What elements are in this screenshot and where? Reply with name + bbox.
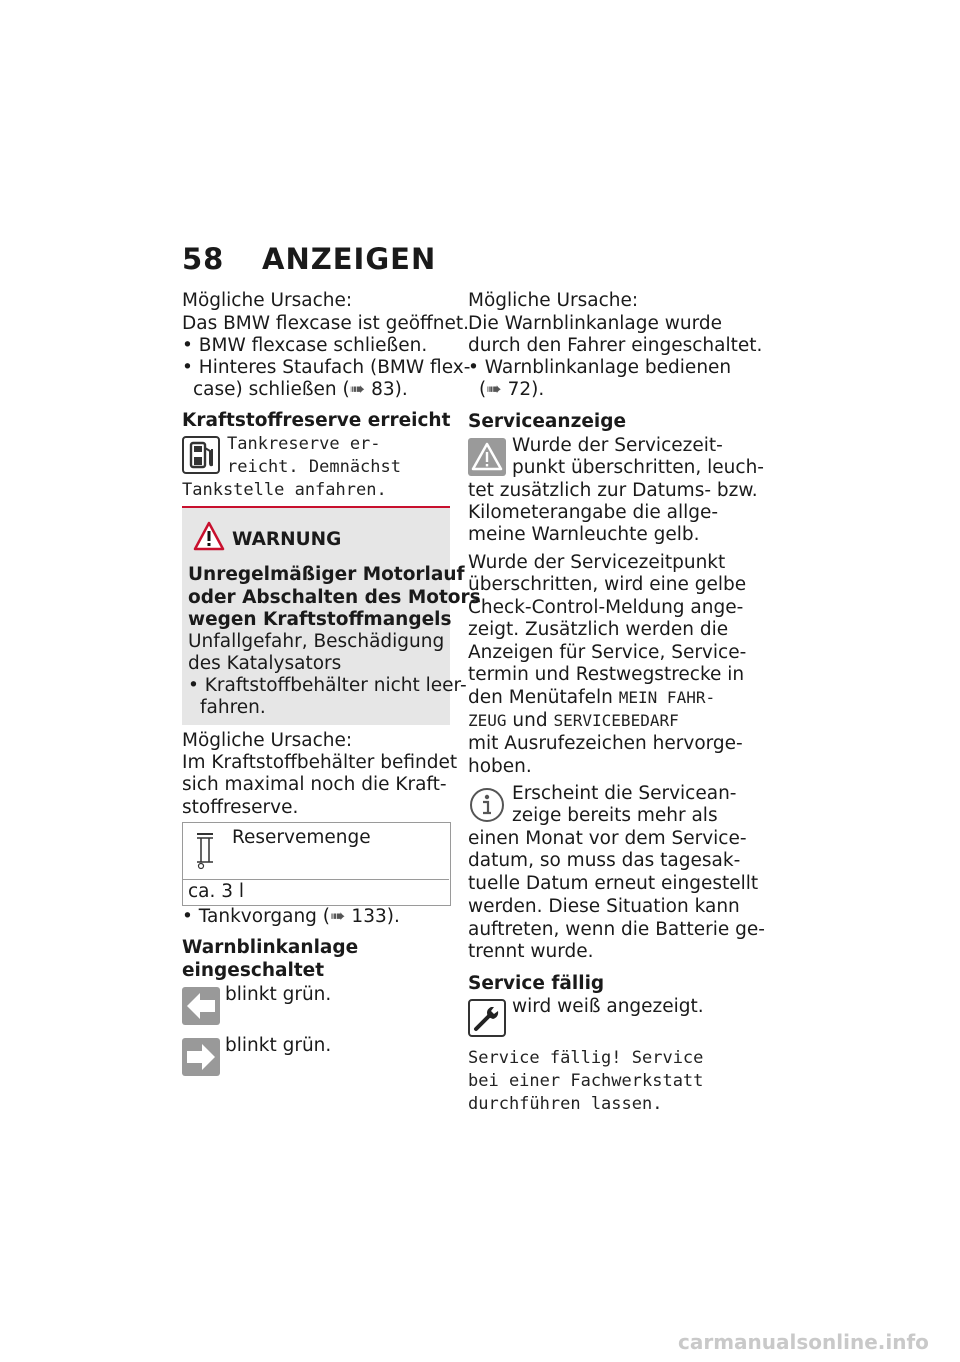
info-text: werden. Diese Situation kann [468, 896, 740, 917]
service-due-message: bei einer Fachwerkstatt [468, 1071, 704, 1091]
page-ref[interactable]: 83 [371, 379, 395, 400]
warning-text: Unfallgefahr, Beschädigung [188, 631, 445, 652]
cause-text: durch den Fahrer eingeschaltet. [468, 335, 763, 356]
info-icon [468, 786, 506, 824]
cause-label: Mögliche Ursache: [182, 730, 353, 751]
hazard-heading: Warnblinkanlage [182, 937, 359, 958]
info-text: Erscheint die Servicean- [512, 783, 737, 804]
service-text: Wurde der Servicezeit- [512, 435, 723, 456]
service-text: Wurde der Servicezeitpunkt [468, 552, 726, 573]
arrow-left-icon [182, 987, 220, 1025]
service-text: ZEUG und SERVICEBEDARF [468, 710, 679, 731]
service-text: hoben. [468, 756, 532, 777]
cause-label: Mögliche Ursache: [182, 290, 353, 311]
fuel-gauge-icon [193, 830, 217, 870]
hazard-heading: eingeschaltet [182, 960, 325, 981]
service-text: Anzeigen für Service, Service- [468, 642, 747, 663]
service-text: mit Ausrufezeichen hervorge- [468, 733, 743, 754]
service-text: meine Warnleuchte gelb. [468, 524, 700, 545]
list-item: (➠ 72). [479, 379, 545, 400]
warning-label: WARNUNG [232, 529, 342, 550]
cause-text: stoffreserve. [182, 797, 299, 818]
list-item: • Warnblinkanlage bedienen [468, 357, 732, 378]
wrench-icon [468, 999, 506, 1037]
cause-label: Mögliche Ursache: [468, 290, 639, 311]
cause-text: sich maximal noch die Kraft- [182, 774, 447, 795]
service-heading: Serviceanzeige [468, 411, 627, 432]
arrow-ref-icon: ➠ [330, 906, 346, 927]
list-item: • Hinteres Staufach (BMW flex- [182, 357, 471, 378]
info-text: tuelle Datum erneut eingestellt [468, 873, 759, 894]
page-ref[interactable]: 72 [507, 379, 532, 400]
fuel-pump-icon [182, 436, 220, 474]
table-header: Reservemenge [232, 827, 371, 848]
cause-text: Im Kraftstoffbehälter befindet [182, 752, 458, 773]
page-ref[interactable]: 133 [351, 906, 387, 927]
fuel-message: Tankstelle anfahren. [182, 480, 387, 500]
service-due-text: wird weiß angezeigt. [512, 996, 704, 1017]
service-due-message: durchführen lassen. [468, 1094, 663, 1114]
info-text: datum, so muss das tagesak- [468, 850, 741, 871]
list-item: • Tankvorgang (➠ 133). [182, 906, 400, 927]
service-text: punkt überschritten, leuch- [512, 457, 764, 478]
service-text: Check-Control-Meldung ange- [468, 597, 744, 618]
warning-triangle-icon [193, 521, 225, 551]
fuel-message: reicht. Demnächst [227, 457, 401, 477]
table-value: ca. 3 l [188, 881, 245, 902]
service-due-message: Service fällig! Service [468, 1048, 704, 1068]
info-text: zeige bereits mehr als [512, 805, 718, 826]
menu-name: SERVICEBEDARF [553, 711, 679, 730]
menu-name: MEIN FAHR- [618, 688, 716, 707]
menu-name: ZEUG [468, 711, 507, 730]
service-text: Kilometerangabe die allge- [468, 502, 719, 523]
arrow-ref-icon: ➠ [486, 379, 502, 400]
hazard-left-text: blinkt grün. [225, 984, 332, 1005]
warning-text: des Katalysators [188, 653, 342, 674]
list-item: • BMW flexcase schließen. [182, 335, 428, 356]
arrow-right-icon [182, 1038, 220, 1076]
fuel-heading: Kraftstoffreserve erreicht [182, 410, 451, 431]
service-due-heading: Service fällig [468, 973, 605, 994]
cause-text: Die Warnblinkanlage wurde [468, 313, 723, 334]
section-title: ANZEIGEN [262, 242, 437, 276]
info-text: trennt wurde. [468, 941, 594, 962]
service-text: tet zusätzlich zur Datums- bzw. [468, 480, 758, 501]
table-divider [183, 879, 449, 880]
info-text: auftreten, wenn die Batterie ge- [468, 919, 765, 940]
service-text: zeigt. Zusätzlich werden die [468, 619, 729, 640]
warning-title: wegen Kraftstoffmangels [188, 609, 452, 630]
warning-bullet: • Kraftstoffbehälter nicht leer- [188, 675, 467, 696]
page-number: 58 [182, 242, 225, 276]
service-text: überschritten, wird eine gelbe [468, 574, 747, 595]
service-text: termin und Restwegstrecke in [468, 664, 745, 685]
arrow-ref-icon: ➠ [349, 379, 366, 400]
list-item: case) schließen (➠ 83). [193, 379, 408, 400]
warning-title: Unregelmäßiger Motorlauf [188, 564, 465, 585]
warning-title: oder Abschalten des Motors [188, 587, 481, 608]
warning-light-icon [468, 438, 506, 476]
warning-bullet: fahren. [200, 697, 266, 718]
service-text: den Menütafeln MEIN FAHR- [468, 687, 716, 708]
cause-text: Das BMW flexcase ist geöffnet. [182, 313, 470, 334]
fuel-message: Tankreserve er- [227, 434, 381, 454]
hazard-right-text: blinkt grün. [225, 1035, 332, 1056]
watermark: carmanualsonline.info [678, 1330, 929, 1354]
info-text: einen Monat vor dem Service- [468, 828, 747, 849]
